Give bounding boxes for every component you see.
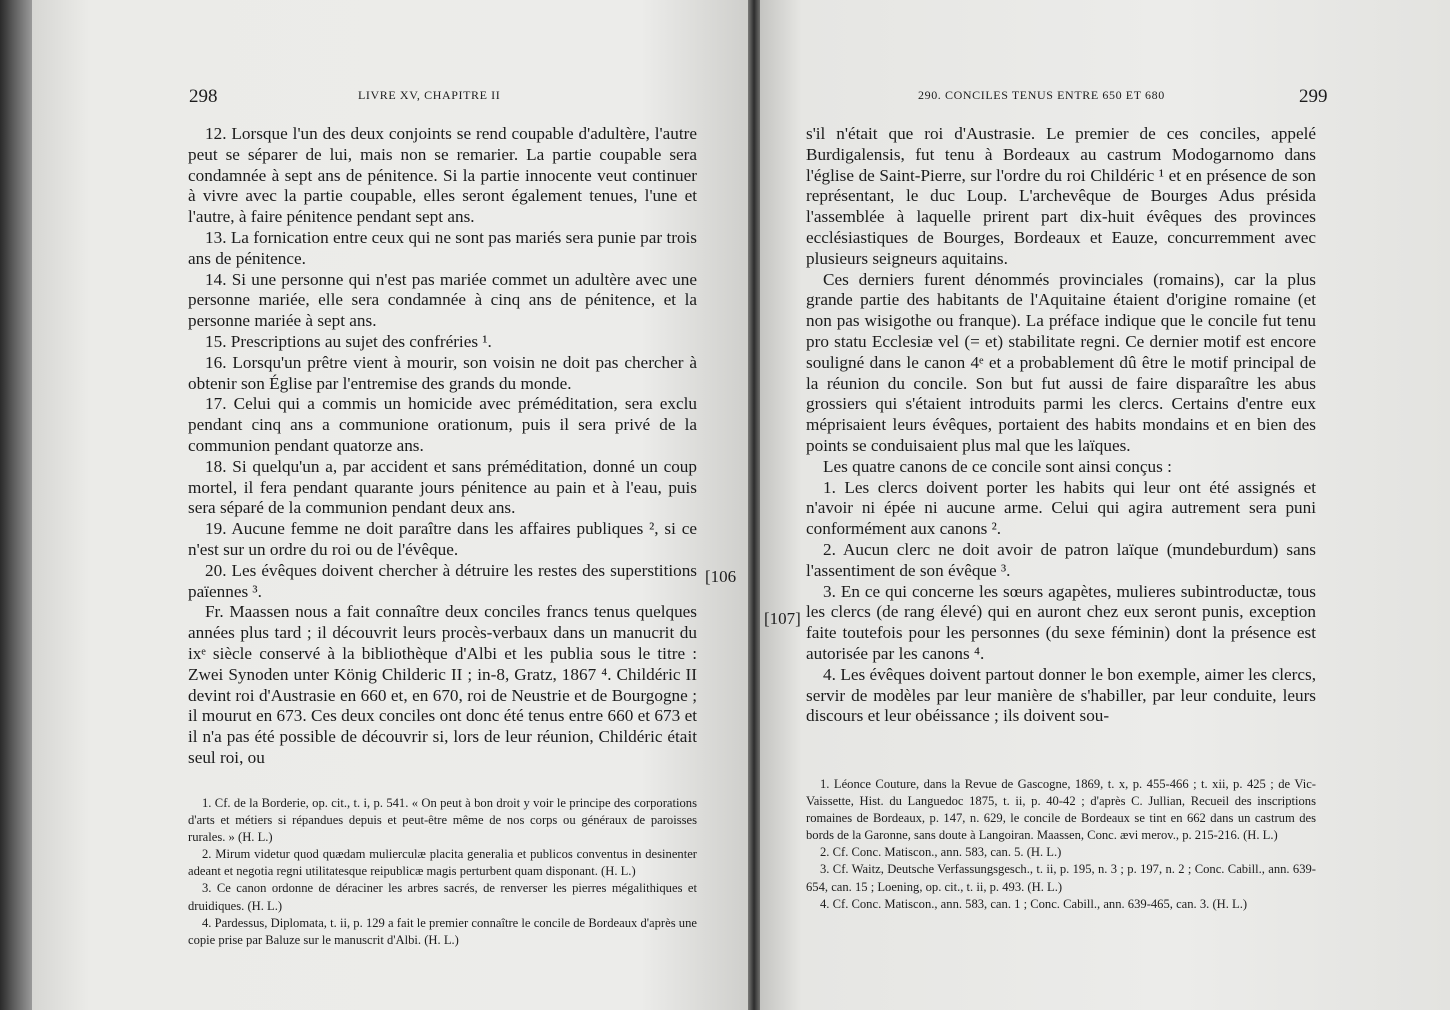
- paragraph: 3. En ce qui concerne les sœurs agapètes, mulieres subintroductæ, tous les clercs (de rang élevé) qui en auront chez eux seront punis, exception faite toutefois pour les personnes (du sexe féminin) dont la présence est autorisée par les canons ⁴.: [806, 581, 1316, 663]
- right-page: [760, 0, 1450, 1010]
- footnote: 2. Cf. Conc. Matiscon., ann. 583, can. 5. (H. L.): [820, 845, 1062, 860]
- footnote: 1. Cf. de la Borderie, op. cit., t. i, p. 541. « On peut à bon droit y voir le principe des corporations d'arts et métiers si répandues depuis et peut-être même de nos corps ou généraux de paroisses rurales. » (H. L.): [188, 796, 697, 845]
- running-head: 290. CONCILES TENUS ENTRE 650 ET 680: [918, 88, 1165, 102]
- paragraph: 20. Les évêques doivent chercher à détruire les restes des superstitions païennes ³.: [188, 560, 697, 601]
- paragraph: Fr. Maassen nous a fait connaître deux conciles francs tenus quelques années plus tard ; il découvrit leurs procès-verbaux dans un manucrit du ixᵉ siècle conservé à la bibliothèque d'Albi et les publia sous le titre : Zwei Synoden unter König Childeric II ; in-8, Gratz, 1867 ⁴. Childéric II devint roi d'Austrasie en 660 et, en 670, roi de Neustrie et de Bourgogne ; il mourut en 673. Ces deux conciles ont donc été tenus entre 660 et 673 et il n'a pas été possible de découvrir si, lors de leur réunion, Childéric était seul roi, ou: [188, 602, 697, 767]
- footnotes: [806, 776, 1316, 913]
- paragraph: 2. Aucun clerc ne doit avoir de patron laïque (mundeburdum) sans l'assentiment de son évêque ³.: [806, 539, 1316, 580]
- footnote: 3. Ce canon ordonne de déraciner les arbres sacrés, de renverser les pierres mégalithiques et druidiques. (H. L.): [188, 881, 697, 913]
- paragraph: 19. Aucune femme ne doit paraître dans les affaires publiques ², si ce n'est sur un ordre du roi ou de l'évêque.: [188, 519, 697, 559]
- paragraph: 16. Lorsqu'un prêtre vient à mourir, son voisin ne doit pas chercher à obtenir son Église par l'entremise des grands du monde.: [188, 352, 697, 393]
- paragraph: 13. La fornication entre ceux qui ne sont pas mariés sera punie par trois ans de pénitence.: [188, 227, 697, 268]
- paragraph: 14. Si une personne qui n'est pas mariée commet un adultère avec une personne mariée, elle sera condamnée à cinq ans de pénitence, et la personne mariée à sept ans.: [188, 269, 697, 331]
- paragraph: 1. Les clercs doivent porter les habits qui leur ont été assignés et n'avoir ni épée ni aucune arme. Celui qui agira autrement sera puni conformément aux canons ².: [806, 477, 1316, 539]
- paragraph: 17. Celui qui a commis un homicide avec préméditation, sera exclu pendant cinq ans a communione orationum, puis il sera privé de la communion pendant quatorze ans.: [188, 394, 697, 455]
- margin-page-marker-text: [106: [705, 567, 737, 586]
- margin-page-marker: [705, 567, 745, 587]
- paragraph: s'il n'était que roi d'Austrasie. Le premier de ces conciles, appelé Burdigalensis, fut tenu à Bordeaux au castrum Modogarnomo dans l'église de Saint-Pierre, sur l'ordre du roi Childéric ¹ et en présence de son représentant, le duc Loup. L'archevêque de Bourges Adus présida l'assemblée à laquelle prirent part dix-huit évêques des provinces ecclésiastiques de Bourges, Bordeaux et Eauze, concurremment avec plusieurs seigneurs aquitains.: [806, 124, 1316, 268]
- running-head: LIVRE XV, CHAPITRE II: [358, 88, 501, 102]
- page-number: 298: [189, 86, 218, 107]
- footnote: 2. Mirum videtur quod quædam mulierculæ placita generalia et publicos conventus in desinenter adeant et negotia regni utilitatesque reipublicæ magis perturbent quam disponant. (H. L.): [188, 847, 697, 879]
- paragraph: 18. Si quelqu'un a, par accident et sans préméditation, donné un coup mortel, il fera pendant quarante jours pénitence au pain et à l'eau, puis sera séparé de la communion pendant deux ans.: [188, 456, 697, 518]
- page-number: 299: [1299, 86, 1328, 107]
- left-page: [32, 0, 748, 1010]
- footnote: 3. Cf. Waitz, Deutsche Verfassungsgesch., t. ii, p. 195, n. 3 ; p. 197, n. 2 ; Conc. Cabill., ann. 639-654, can. 15 ; Loening, op. cit., t. ii, p. 493. (H. L.): [806, 862, 1316, 894]
- footnotes: [188, 795, 697, 949]
- body-text: [188, 124, 697, 769]
- paragraph: 4. Les évêques doivent partout donner le bon exemple, aimer les clercs, servir de modèles par leur manière de s'habiller, par leur conduite, leurs discours et leur obéissance ; ils doivent sou-: [806, 664, 1316, 726]
- page-edges: [0, 0, 32, 1010]
- footnote: 1. Léonce Couture, dans la Revue de Gascogne, 1869, t. x, p. 455-466 ; t. xii, p. 425 ; de Vic-Vaissette, Hist. du Languedoc 1875, t. ii, p. 40-42 ; d'après C. Jullian, Recueil des inscriptions romaines de Bordeaux, p. 147, n. 629, le concile de Bordeaux se tint en 662 dans un castrum des bords de la Garonne, sans doute à Langoiran. Maassen, Conc. ævi merov., p. 215-216. (H. L.): [806, 777, 1316, 843]
- body-text: [806, 124, 1316, 727]
- gutter: [748, 0, 760, 1010]
- paragraph: 12. Lorsque l'un des deux conjoints se rend coupable d'adultère, l'autre peut se séparer de lui, mais non se remarier. La partie coupable sera condamnée à sept ans de pénitence. Si la partie innocente veut continuer à vivre avec la partie coupable, elles seront également tenues, l'une et l'autre, à faire pénitence pendant sept ans.: [188, 124, 697, 227]
- paragraph: Les quatre canons de ce concile sont ainsi conçus :: [823, 456, 1172, 476]
- paragraph: Ces derniers furent dénommés provinciales (romains), car la plus grande partie des habitants de l'Aquitaine étaient d'origine romaine (et non pas wisigothe ou franque). La préface indique que le concile fut tenu pro statu Ecclesiæ vel (= et) stabilitate regni. Ce dernier motif est encore souligné dans le canon 4ᵉ et a probablement dû être le motif principal de la réunion du concile. Son but fut aussi de faire disparaître les abus grossiers qui s'étaient introduits parmi les clercs. Certains d'entre eux méprisaient leurs évêques, portaient des habits mondains et en bien des points se conduisaient plus mal que les laïques.: [806, 269, 1316, 455]
- footnote: 4. Cf. Conc. Matiscon., ann. 583, can. 1 ; Conc. Cabill., ann. 639-465, can. 3. (H. L.): [820, 896, 1248, 911]
- footnote: 4. Pardessus, Diplomata, t. ii, p. 129 a fait le premier connaître le concile de Bordeaux d'après une copie prise par Baluze sur le manuscrit d'Albi. (H. L.): [188, 915, 697, 947]
- paragraph: 15. Prescriptions au sujet des confréries ¹.: [205, 331, 492, 351]
- margin-page-marker: [107]: [764, 609, 801, 628]
